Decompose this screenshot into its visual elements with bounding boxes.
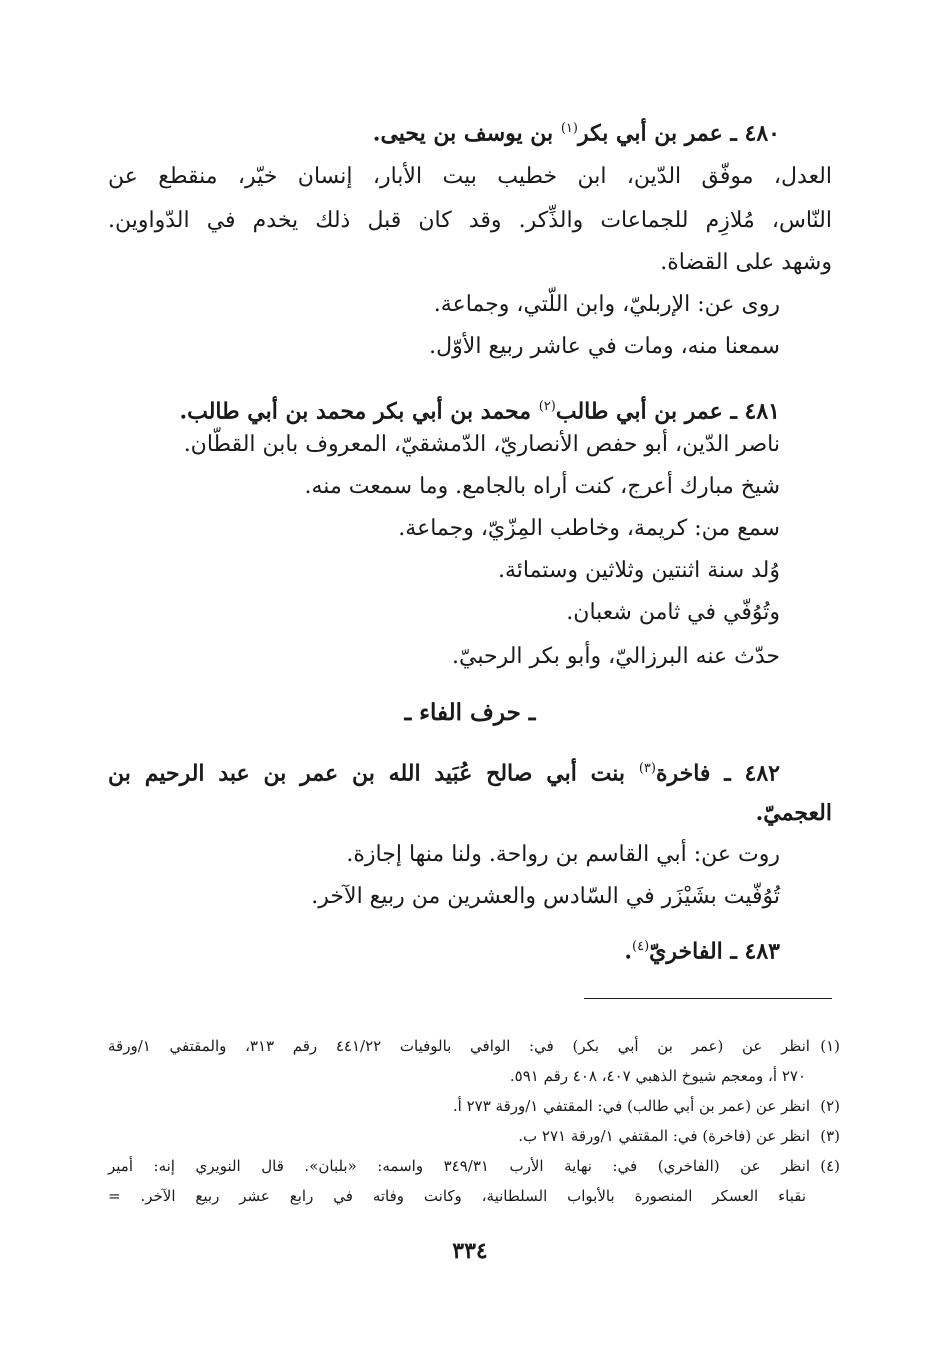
footnote-4 [108, 1154, 840, 1178]
footnote-4-number: (٤) [820, 1157, 840, 1175]
entry-481-line-3: سمع من: كريمة، وخاطب المِزّيّ، وجماعة. [398, 516, 780, 541]
footnote-1-number: (١) [820, 1037, 840, 1055]
page-number: ٣٣٤ [452, 1238, 488, 1264]
entry-480-heading-rest: بن يوسف بن يحيى. [372, 120, 561, 147]
footnote-ref-4: (٤) [632, 939, 650, 954]
entry-480-line-2: النّاس، مُلازِم للجماعات والذِّكر. وقد كان قبل ذلك يخدم في الدّواوين. [108, 208, 832, 233]
footnote-3-number: (٣) [820, 1127, 840, 1145]
footnote-1-text: انظر عن (عمر بن أبي بكر) في: الوافي بالوفيات ٤٤١/٢٢ رقم ٣١٣، والمقتفي ١/ورقة [108, 1037, 810, 1055]
entry-482-heading-line-2: العجميّ. [755, 800, 832, 826]
footnote-2-number: (٢) [820, 1097, 840, 1115]
entry-481-line-1: ناصر الدّين، أبو حفص الأنصاريّ، الدّمشقيّ، المعروف بابن القطّان. [183, 432, 780, 457]
entry-480-line-5: سمعنا منه، ومات في عاشر ربيع الأوّل. [429, 334, 780, 359]
footnote-2 [453, 1094, 840, 1118]
entry-480-heading [373, 112, 780, 150]
entry-483-heading-text: ٤٨٣ ـ الفاخريّ [649, 938, 780, 965]
entry-480-line-4: روى عن: الإربليّ، وابن اللّتي، وجماعة. [433, 292, 780, 317]
footnote-1 [108, 1034, 840, 1058]
entry-482-line-1: روت عن: أبي القاسم بن رواحة. ولنا منها إجازة. [346, 842, 780, 867]
footnote-3-text: انظر عن (فاخرة) في: المقتفي ١/ورقة ٢٧١ ب. [518, 1127, 810, 1145]
footnote-ref-2: (٢) [538, 399, 556, 414]
entry-481-line-4: وُلد سنة اثنتين وثلاثين وستمائة. [497, 558, 780, 583]
entry-482-line-2: تُوُفّيت بشَيْزَر في السّادس والعشرين من ربيع الآخر. [311, 884, 780, 909]
entry-483-heading [624, 930, 780, 968]
footnote-3 [518, 1124, 840, 1148]
entry-482-heading [108, 752, 780, 790]
entry-481-line-2: شيخ مبارك أعرج، كنت أراه بالجامع. وما سمعت منه. [304, 474, 780, 499]
entry-482-heading-rest: بنت أبي صالح عُبَيد الله بن عمر بن عبد الرحيم بن [108, 760, 639, 787]
entry-482-heading-text: ٤٨٢ ـ فاخرة [655, 760, 780, 787]
entry-481-line-5: وتُوُفّي في ثامن شعبان. [566, 600, 780, 625]
section-title: ـ حرف الفاء ـ [404, 699, 536, 726]
footnote-4-continued: نقباء العسكر المنصورة بالأبواب السلطانية، وكانت وفاته في رابع عشر ربيع الآخر. = [108, 1187, 806, 1205]
entry-480-line-1: العدل، موفّق الدّين، ابن خطيب بيت الأبار، إنسان خيّر، منقطع عن [108, 164, 832, 189]
entry-480-line-3: وشهد على القضاة. [660, 250, 832, 275]
footnote-ref-3: (٣) [638, 761, 656, 776]
entry-481-heading-rest: محمد بن أبي بكر محمد بن أبي طالب. [179, 398, 539, 425]
footnote-2-text: انظر عن (عمر بن أبي طالب) في: المقتفي ١/ورقة ٢٧٣ أ. [452, 1097, 810, 1115]
footnote-4-text: انظر عن (الفاخري) في: نهاية الأرب ٣٤٩/٣١ واسمه: «بلبان». قال النويري إنه: أمير [108, 1157, 810, 1175]
entry-480-heading-text: ٤٨٠ ـ عمر بن أبي بكر [577, 120, 780, 147]
entry-481-heading [179, 390, 780, 428]
footnote-1-continued: ٢٧٠ أ، ومعجم شيوخ الذهبي ٤٠٧، ٤٠٨ رقم ٥٩١. [509, 1067, 806, 1085]
footnote-ref-1: (١) [560, 121, 578, 136]
entry-483-heading-rest: . [624, 938, 633, 965]
entry-481-heading-text: ٤٨١ ـ عمر بن أبي طالب [555, 398, 780, 425]
entry-481-line-6: حدّث عنه البرزاليّ، وأبو بكر الرحبيّ. [451, 644, 780, 669]
footnote-separator [584, 998, 832, 999]
